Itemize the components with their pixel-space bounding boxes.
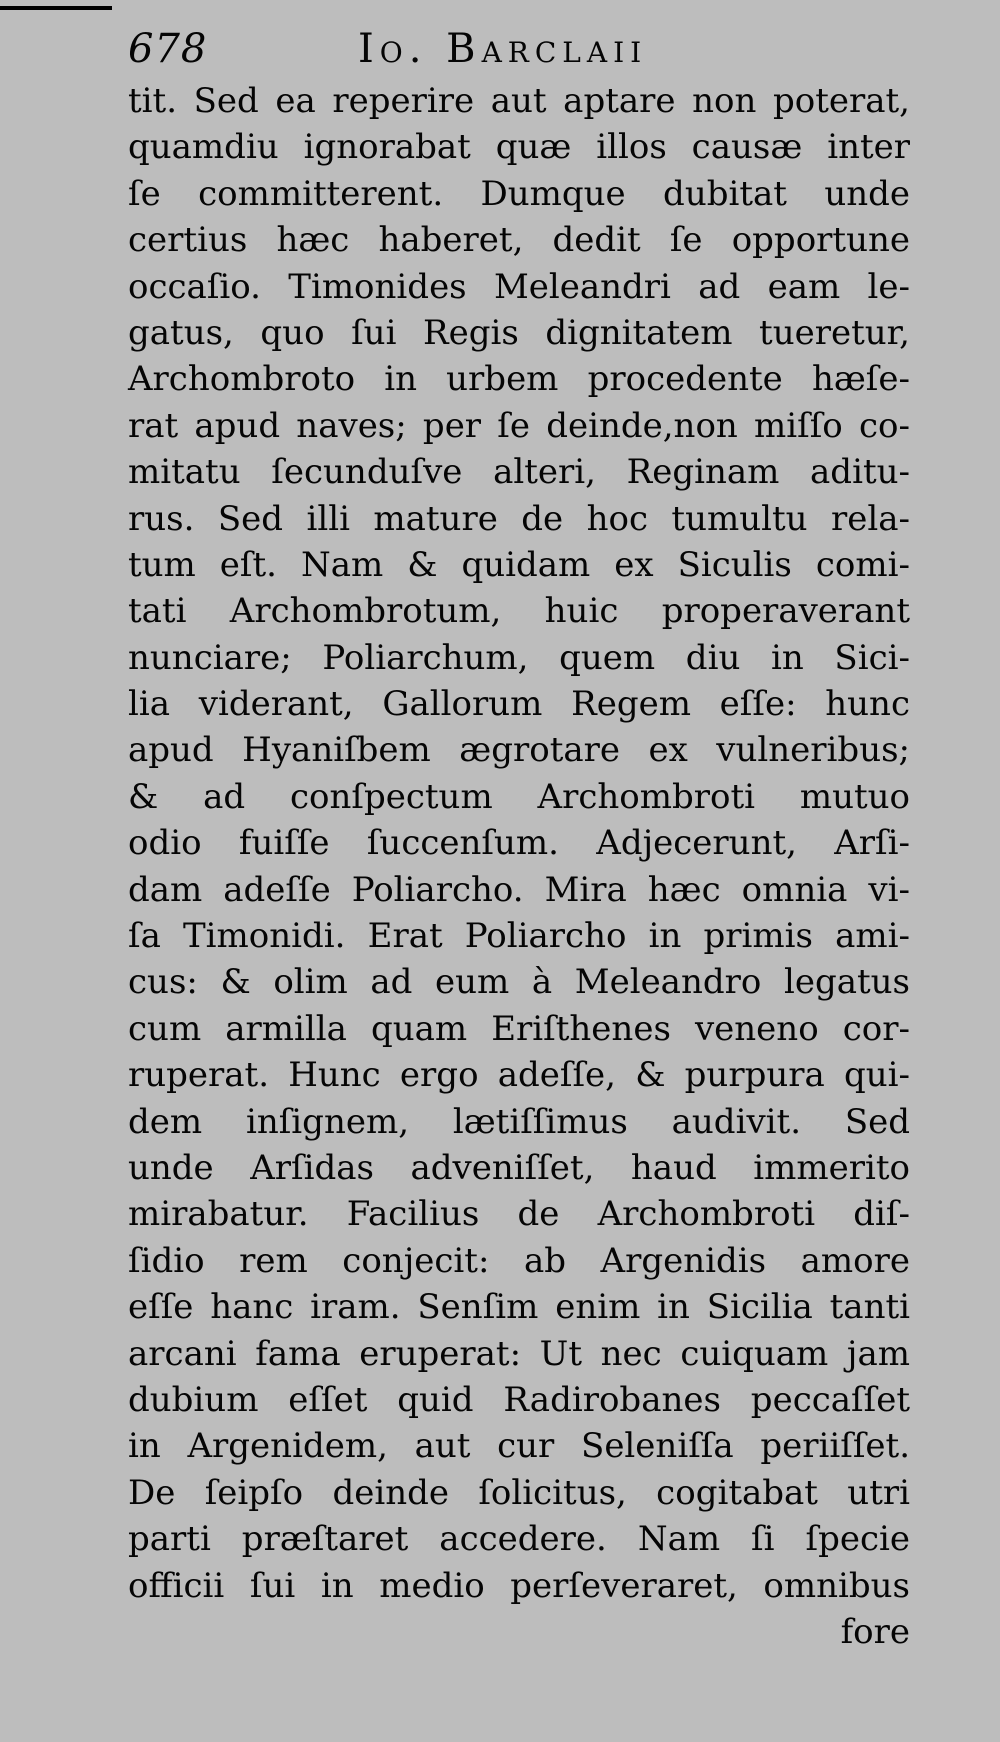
text-line: tit. Sed ea reperire aut aptare non poterat, (128, 81, 910, 121)
text-line: apud Hyaniſbem ægrotare ex vulneribus; (128, 730, 910, 771)
text-line: rat apud naves; per ſe deinde,non miſſo co- (128, 405, 910, 446)
text-line: dem inſignem, lætiſſimus audivit. Sed (128, 1101, 910, 1142)
text-line: certius hæc haberet, dedit ſe opportune (128, 220, 910, 261)
text-line: rus. Sed illi mature de hoc tumultu rela- (128, 498, 910, 539)
text-line: ruperat. Hunc ergo adeſſe, & purpura qui- (128, 1055, 910, 1096)
text-line: ſidio rem conjecit: ab Argenidis amore (128, 1240, 910, 1281)
text-line: odio fuiſſe ſuccenſum. Adjecerunt, Arſi- (128, 823, 910, 864)
top-rule (0, 6, 112, 10)
page-number: 678 (128, 26, 208, 72)
text-line: occaſio. Timonides Meleandri ad eam le- (128, 266, 910, 307)
text-line: ſe committerent. Dumque dubitat unde (128, 173, 910, 214)
text-line: mitatu ſecunduſve alteri, Reginam aditu- (128, 452, 910, 493)
book-page (128, 24, 928, 1724)
text-line: unde Arſidas adveniſſet, haud immerito (128, 1147, 910, 1188)
text-line: mirabatur. Facilius de Archombroti diſ- (128, 1194, 910, 1235)
text-line: tati Archombrotum, huic properaverant (128, 591, 910, 632)
text-line: quamdiu ignorabat quæ illos causæ inter (128, 127, 910, 168)
text-line: parti præſtaret accedere. Nam ſi ſpecie (128, 1519, 910, 1560)
catchword: fore (840, 1611, 910, 1652)
text-line: & ad conſpectum Archombroti mutuo (128, 776, 910, 817)
text-line: arcani fama eruperat: Ut nec cuiquam jam (128, 1333, 910, 1374)
text-line: lia viderant, Gallorum Regem eſſe: hunc (128, 684, 910, 725)
text-line: De ſeipſo deinde ſolicitus, cogitabat utri (128, 1472, 910, 1513)
page-header (128, 24, 928, 86)
text-line: in Argenidem, aut cur Seleniſſa periiſſet. (128, 1426, 910, 1467)
text-line: officii ſui in medio perſeveraret, omnibus (128, 1565, 910, 1606)
text-line: nunciare; Poliarchum, quem diu in Sici- (128, 637, 910, 678)
running-head: Io. Barclaii (358, 26, 648, 72)
text-line: Archombroto in urbem procedente hæſe- (128, 359, 910, 400)
body-text (128, 78, 928, 1655)
text-line: ſa Timonidi. Erat Poliarcho in primis ami- (128, 916, 910, 957)
text-line: gatus, quo ſui Regis dignitatem tueretur, (128, 312, 910, 353)
text-line: cum armilla quam Eriſthenes veneno cor- (128, 1008, 910, 1049)
text-line: dam adeſſe Poliarcho. Mira hæc omnia vi- (128, 869, 910, 910)
text-line: dubium eſſet quid Radirobanes peccaſſet (128, 1379, 910, 1420)
text-line: cus: & olim ad eum à Meleandro legatus (128, 962, 910, 1003)
text-line: eſſe hanc iram. Senſim enim in Sicilia tanti (128, 1287, 910, 1328)
text-line: tum eſt. Nam & quidam ex Siculis comi- (128, 544, 910, 585)
